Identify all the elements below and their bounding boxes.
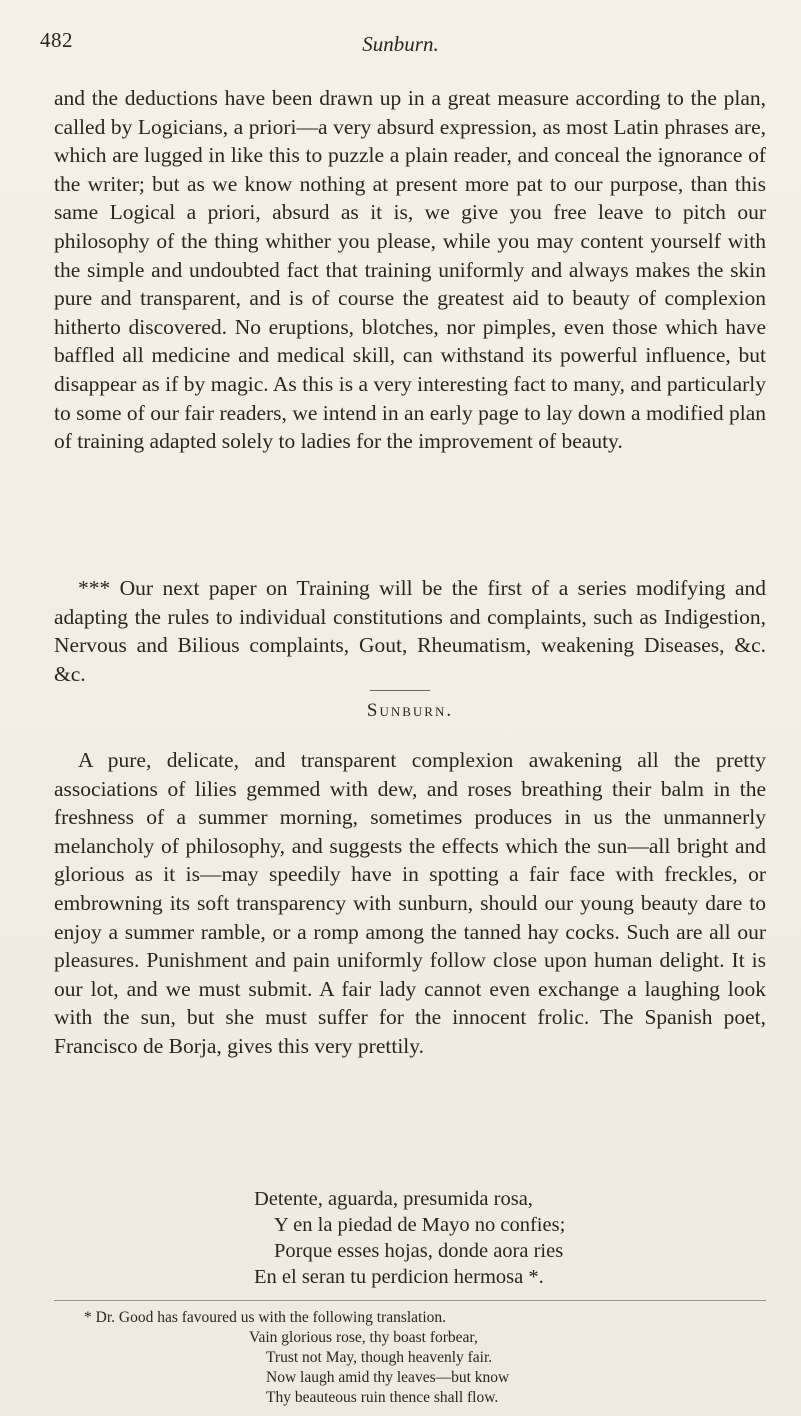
spanish-verse	[0, 1186, 801, 1290]
paragraph-next-paper	[54, 574, 766, 688]
section-divider	[370, 690, 430, 691]
footnote	[0, 1308, 801, 1408]
verse-line: Porque esses hojas, donde aora ries	[274, 1240, 564, 1262]
paragraph-sunburn	[54, 746, 766, 1061]
running-title: Sunburn.	[362, 32, 439, 56]
paragraph-continued	[54, 84, 766, 456]
footnote-line: Now laugh amid thy leaves—but know	[266, 1369, 510, 1386]
verse-line: Detente, aguarda, presumida rosa,	[254, 1188, 533, 1210]
footnote-line: * Dr. Good has favoured us with the following translation.	[84, 1309, 447, 1326]
section-heading	[54, 700, 766, 722]
page-header	[40, 28, 761, 68]
footnote-divider	[54, 1300, 766, 1301]
footnote-line: Vain glorious rose, thy boast forbear,	[249, 1329, 478, 1346]
paragraph-sunburn-text: A pure, delicate, and transparent complexion awakening all the pretty associations of lilies gemmed with dew, and roses breathing their balm in the freshness of a summer morning, sometimes produces in us the unmannerly melancholy of philosophy, and suggests the effects which the sun—all bright and glorious as it is—may speedily have in spotting a fair face with freckles, or embrowning its soft transparency with sunburn, should our young beauty dare to enjoy a summer ramble, or a romp among the tanned hay cocks. Such are all our pleasures. Punishment and pain uniformly follow close upon human delight. It is our lot, and we must submit. A fair lady cannot even exchange a laughing look with the sun, but she must suffer for the innocent frolic. The Spanish poet, Francisco de Borja, gives this very prettily.	[54, 748, 766, 1058]
footnote-line: Thy beauteous ruin thence shall flow.	[266, 1389, 499, 1406]
verse-line: En el seran tu perdicion hermosa *.	[254, 1266, 544, 1288]
page-number: 482	[40, 28, 73, 52]
section-title-sunburn: Sunburn.	[366, 700, 454, 721]
verse-line: Y en la piedad de Mayo no confies;	[274, 1214, 566, 1236]
paragraph-training-complexion: and the deductions have been drawn up in a great measure according to the plan, called by Logicians, a priori—a very absurd expression, as most Latin phrases are, which are lugged in like this to puzzle a plain reader, and conceal the ignorance of the writer; but as we know nothing at present more pat to our purpose, than this same Logical a priori, absurd as it is, we give you free leave to pitch our philosophy of the thing whither you please, while you may content yourself with the simple and undoubted fact that training uniformly and always makes the skin pure and transparent, and is of course the greatest aid to beauty of complexion hitherto discovered. No eruptions, blotches, nor pimples, even those which have baffled all medicine and medical skill, can withstand its powerful influence, but disappear as if by magic. As this is a very interesting fact to many, and particularly to some of our fair readers, we intend in an early page to lay down a modified plan of training adapted solely to ladies for the improvement of beauty.	[54, 86, 766, 454]
footnote-line: Trust not May, though heavenly fair.	[266, 1349, 493, 1366]
paragraph-next-paper-text: *** Our next paper on Training will be the first of a series modifying and adapting the rules to individual constitutions and complaints, such as Indigestion, Nervous and Bilious complaints, Gout, Rheumatism, weakening Diseases, &c. &c.	[54, 576, 766, 686]
